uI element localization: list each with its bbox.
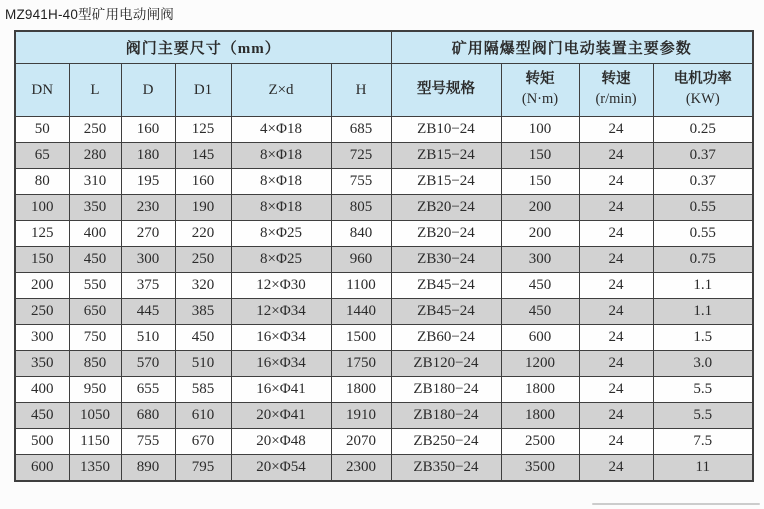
table-cell: ZB10−24 (391, 117, 501, 143)
column-header (501, 64, 579, 117)
table-cell: 230 (121, 195, 175, 221)
table-cell: 24 (579, 377, 653, 403)
table-cell: 5.5 (653, 403, 753, 429)
column-header (331, 64, 391, 117)
table-cell: 250 (175, 247, 231, 273)
table-cell: ZB20−24 (391, 221, 501, 247)
table-cell: 375 (121, 273, 175, 299)
table-cell: 1.1 (653, 299, 753, 325)
table-cell: 24 (579, 143, 653, 169)
table-cell: 145 (175, 143, 231, 169)
table-cell: 310 (69, 169, 121, 195)
group-header-valve-dimensions: 阀门主要尺寸（mm） (15, 31, 391, 64)
table-cell: 1100 (331, 273, 391, 299)
watermark-artifact-line (592, 503, 760, 505)
table-cell: 16×Φ41 (231, 377, 331, 403)
table-cell: 20×Φ41 (231, 403, 331, 429)
table-cell: 960 (331, 247, 391, 273)
table-cell: 450 (69, 247, 121, 273)
table-row (15, 351, 753, 377)
column-header (231, 64, 331, 117)
table-cell: 755 (121, 429, 175, 455)
table-cell: ZB250−24 (391, 429, 501, 455)
column-header (121, 64, 175, 117)
table-cell: 16×Φ34 (231, 351, 331, 377)
table-cell: 5.5 (653, 377, 753, 403)
column-header-unit: (r/min) (595, 91, 637, 107)
table-cell: ZB45−24 (391, 299, 501, 325)
table-cell: 7.5 (653, 429, 753, 455)
column-header-label: D (142, 81, 154, 98)
table-cell: 0.25 (653, 117, 753, 143)
table-cell: 2500 (501, 429, 579, 455)
table-cell: 12×Φ34 (231, 299, 331, 325)
table-row (15, 403, 753, 429)
table-row (15, 377, 753, 403)
table-cell: 300 (501, 247, 579, 273)
table-cell: 1150 (69, 429, 121, 455)
table-row (15, 299, 753, 325)
table-cell: 400 (15, 377, 69, 403)
table-row (15, 221, 753, 247)
table-cell: 685 (331, 117, 391, 143)
table-cell: 1440 (331, 299, 391, 325)
table-cell: 0.75 (653, 247, 753, 273)
table-cell: 200 (501, 195, 579, 221)
table-cell: 24 (579, 351, 653, 377)
table-cell: 24 (579, 455, 653, 482)
page-title: MZ941H-40型矿用电动闸阀 (5, 7, 174, 22)
table-cell: 200 (501, 221, 579, 247)
table-cell: 805 (331, 195, 391, 221)
table-cell: 8×Φ18 (231, 143, 331, 169)
column-header-label: 转矩 (525, 71, 555, 88)
table-cell: 0.55 (653, 195, 753, 221)
table-cell: 840 (331, 221, 391, 247)
table-cell: 610 (175, 403, 231, 429)
table-cell: ZB60−24 (391, 325, 501, 351)
column-header-label: DN (31, 81, 54, 98)
table-cell: 8×Φ25 (231, 221, 331, 247)
table-cell: ZB120−24 (391, 351, 501, 377)
group-header-row (15, 31, 753, 64)
table-cell: 20×Φ48 (231, 429, 331, 455)
table-cell: ZB15−24 (391, 169, 501, 195)
table-cell: 950 (69, 377, 121, 403)
table-body (15, 117, 753, 482)
column-header-label: L (90, 81, 100, 98)
table-row (15, 169, 753, 195)
table-cell: 160 (175, 169, 231, 195)
table-cell: 24 (579, 247, 653, 273)
table-cell: 0.55 (653, 221, 753, 247)
column-header (69, 64, 121, 117)
table-cell: 24 (579, 117, 653, 143)
column-header-label: H (355, 81, 367, 98)
table-cell: 8×Φ18 (231, 195, 331, 221)
table-cell: 350 (69, 195, 121, 221)
table-cell: 1750 (331, 351, 391, 377)
table-cell: 1350 (69, 455, 121, 482)
table-cell: 750 (69, 325, 121, 351)
table-row (15, 455, 753, 482)
table-cell: 250 (69, 117, 121, 143)
table-cell: 450 (501, 299, 579, 325)
table-cell: 65 (15, 143, 69, 169)
table-cell: 150 (501, 169, 579, 195)
table-cell: 1200 (501, 351, 579, 377)
table-cell: 450 (15, 403, 69, 429)
table-cell: 600 (501, 325, 579, 351)
table-cell: 24 (579, 403, 653, 429)
table-cell: 24 (579, 299, 653, 325)
table-cell: 680 (121, 403, 175, 429)
table-cell: 125 (15, 221, 69, 247)
table-cell: 160 (121, 117, 175, 143)
table-cell: 24 (579, 195, 653, 221)
table-cell: 24 (579, 325, 653, 351)
table-cell: 24 (579, 221, 653, 247)
table-cell: 445 (121, 299, 175, 325)
table-cell: 2300 (331, 455, 391, 482)
column-header-label: Z×d (268, 81, 294, 98)
table-cell: 850 (69, 351, 121, 377)
table-cell: 8×Φ25 (231, 247, 331, 273)
table-cell: 1.5 (653, 325, 753, 351)
table-cell: 220 (175, 221, 231, 247)
table-cell: 570 (121, 351, 175, 377)
table-cell: ZB180−24 (391, 403, 501, 429)
table-cell: 12×Φ30 (231, 273, 331, 299)
table-cell: 270 (121, 221, 175, 247)
table-row (15, 247, 753, 273)
table-cell: 125 (175, 117, 231, 143)
table-cell: 510 (175, 351, 231, 377)
table-cell: 1800 (501, 403, 579, 429)
table-row (15, 143, 753, 169)
table-cell: 600 (15, 455, 69, 482)
table-cell: 20×Φ54 (231, 455, 331, 482)
table-cell: 450 (175, 325, 231, 351)
table-cell: 24 (579, 273, 653, 299)
table-cell: 2070 (331, 429, 391, 455)
table-cell: 100 (15, 195, 69, 221)
table-row (15, 117, 753, 143)
table-cell: 450 (501, 273, 579, 299)
table-header (15, 31, 753, 117)
table-row (15, 273, 753, 299)
table-cell: 3.0 (653, 351, 753, 377)
column-header (175, 64, 231, 117)
column-header-unit: (KW) (685, 91, 720, 107)
column-header-unit: (N·m) (521, 91, 559, 107)
table-cell: 550 (69, 273, 121, 299)
table-cell: ZB30−24 (391, 247, 501, 273)
table-cell: 11 (653, 455, 753, 482)
column-header (579, 64, 653, 117)
table-cell: ZB45−24 (391, 273, 501, 299)
column-header-label: 转速 (601, 71, 631, 88)
group-header-device-params: 矿用隔爆型阀门电动装置主要参数 (391, 31, 753, 64)
table-cell: 400 (69, 221, 121, 247)
table-cell: 200 (15, 273, 69, 299)
table-row (15, 195, 753, 221)
table-cell: 1800 (501, 377, 579, 403)
column-header (15, 64, 69, 117)
table-cell: 385 (175, 299, 231, 325)
table-cell: 1800 (331, 377, 391, 403)
table-cell: 3500 (501, 455, 579, 482)
column-header-label: D1 (193, 81, 213, 98)
table-cell: 670 (175, 429, 231, 455)
table-cell: 280 (69, 143, 121, 169)
table-cell: 150 (501, 143, 579, 169)
table-cell: 50 (15, 117, 69, 143)
table-cell: 100 (501, 117, 579, 143)
table-cell: 0.37 (653, 143, 753, 169)
column-header (653, 64, 753, 117)
table-cell: ZB180−24 (391, 377, 501, 403)
column-header-label: 型号规格 (417, 81, 475, 98)
table-cell: 190 (175, 195, 231, 221)
table-cell: 795 (175, 455, 231, 482)
table-cell: 150 (15, 247, 69, 273)
table-cell: 655 (121, 377, 175, 403)
column-header (391, 64, 501, 117)
table-row (15, 325, 753, 351)
table-cell: 320 (175, 273, 231, 299)
table-cell: 1.1 (653, 273, 753, 299)
table-cell: ZB20−24 (391, 195, 501, 221)
table-cell: 24 (579, 429, 653, 455)
table-cell: 300 (15, 325, 69, 351)
table-cell: 300 (121, 247, 175, 273)
table-cell: 725 (331, 143, 391, 169)
table-cell: 1910 (331, 403, 391, 429)
table-cell: 180 (121, 143, 175, 169)
table-cell: 1050 (69, 403, 121, 429)
table-cell: ZB350−24 (391, 455, 501, 482)
table-cell: ZB15−24 (391, 143, 501, 169)
table-cell: 500 (15, 429, 69, 455)
table-cell: 195 (121, 169, 175, 195)
spec-table (14, 30, 754, 482)
table-cell: 4×Φ18 (231, 117, 331, 143)
column-header-label: 电机功率 (673, 71, 732, 88)
table-cell: 8×Φ18 (231, 169, 331, 195)
table-cell: 510 (121, 325, 175, 351)
table-cell: 890 (121, 455, 175, 482)
table-cell: 650 (69, 299, 121, 325)
table-row (15, 429, 753, 455)
table-cell: 250 (15, 299, 69, 325)
table-cell: 350 (15, 351, 69, 377)
table-cell: 755 (331, 169, 391, 195)
table-cell: 1500 (331, 325, 391, 351)
table-cell: 585 (175, 377, 231, 403)
column-header-row (15, 64, 753, 117)
table-cell: 80 (15, 169, 69, 195)
table-cell: 24 (579, 169, 653, 195)
table-cell: 16×Φ34 (231, 325, 331, 351)
table-cell: 0.37 (653, 169, 753, 195)
